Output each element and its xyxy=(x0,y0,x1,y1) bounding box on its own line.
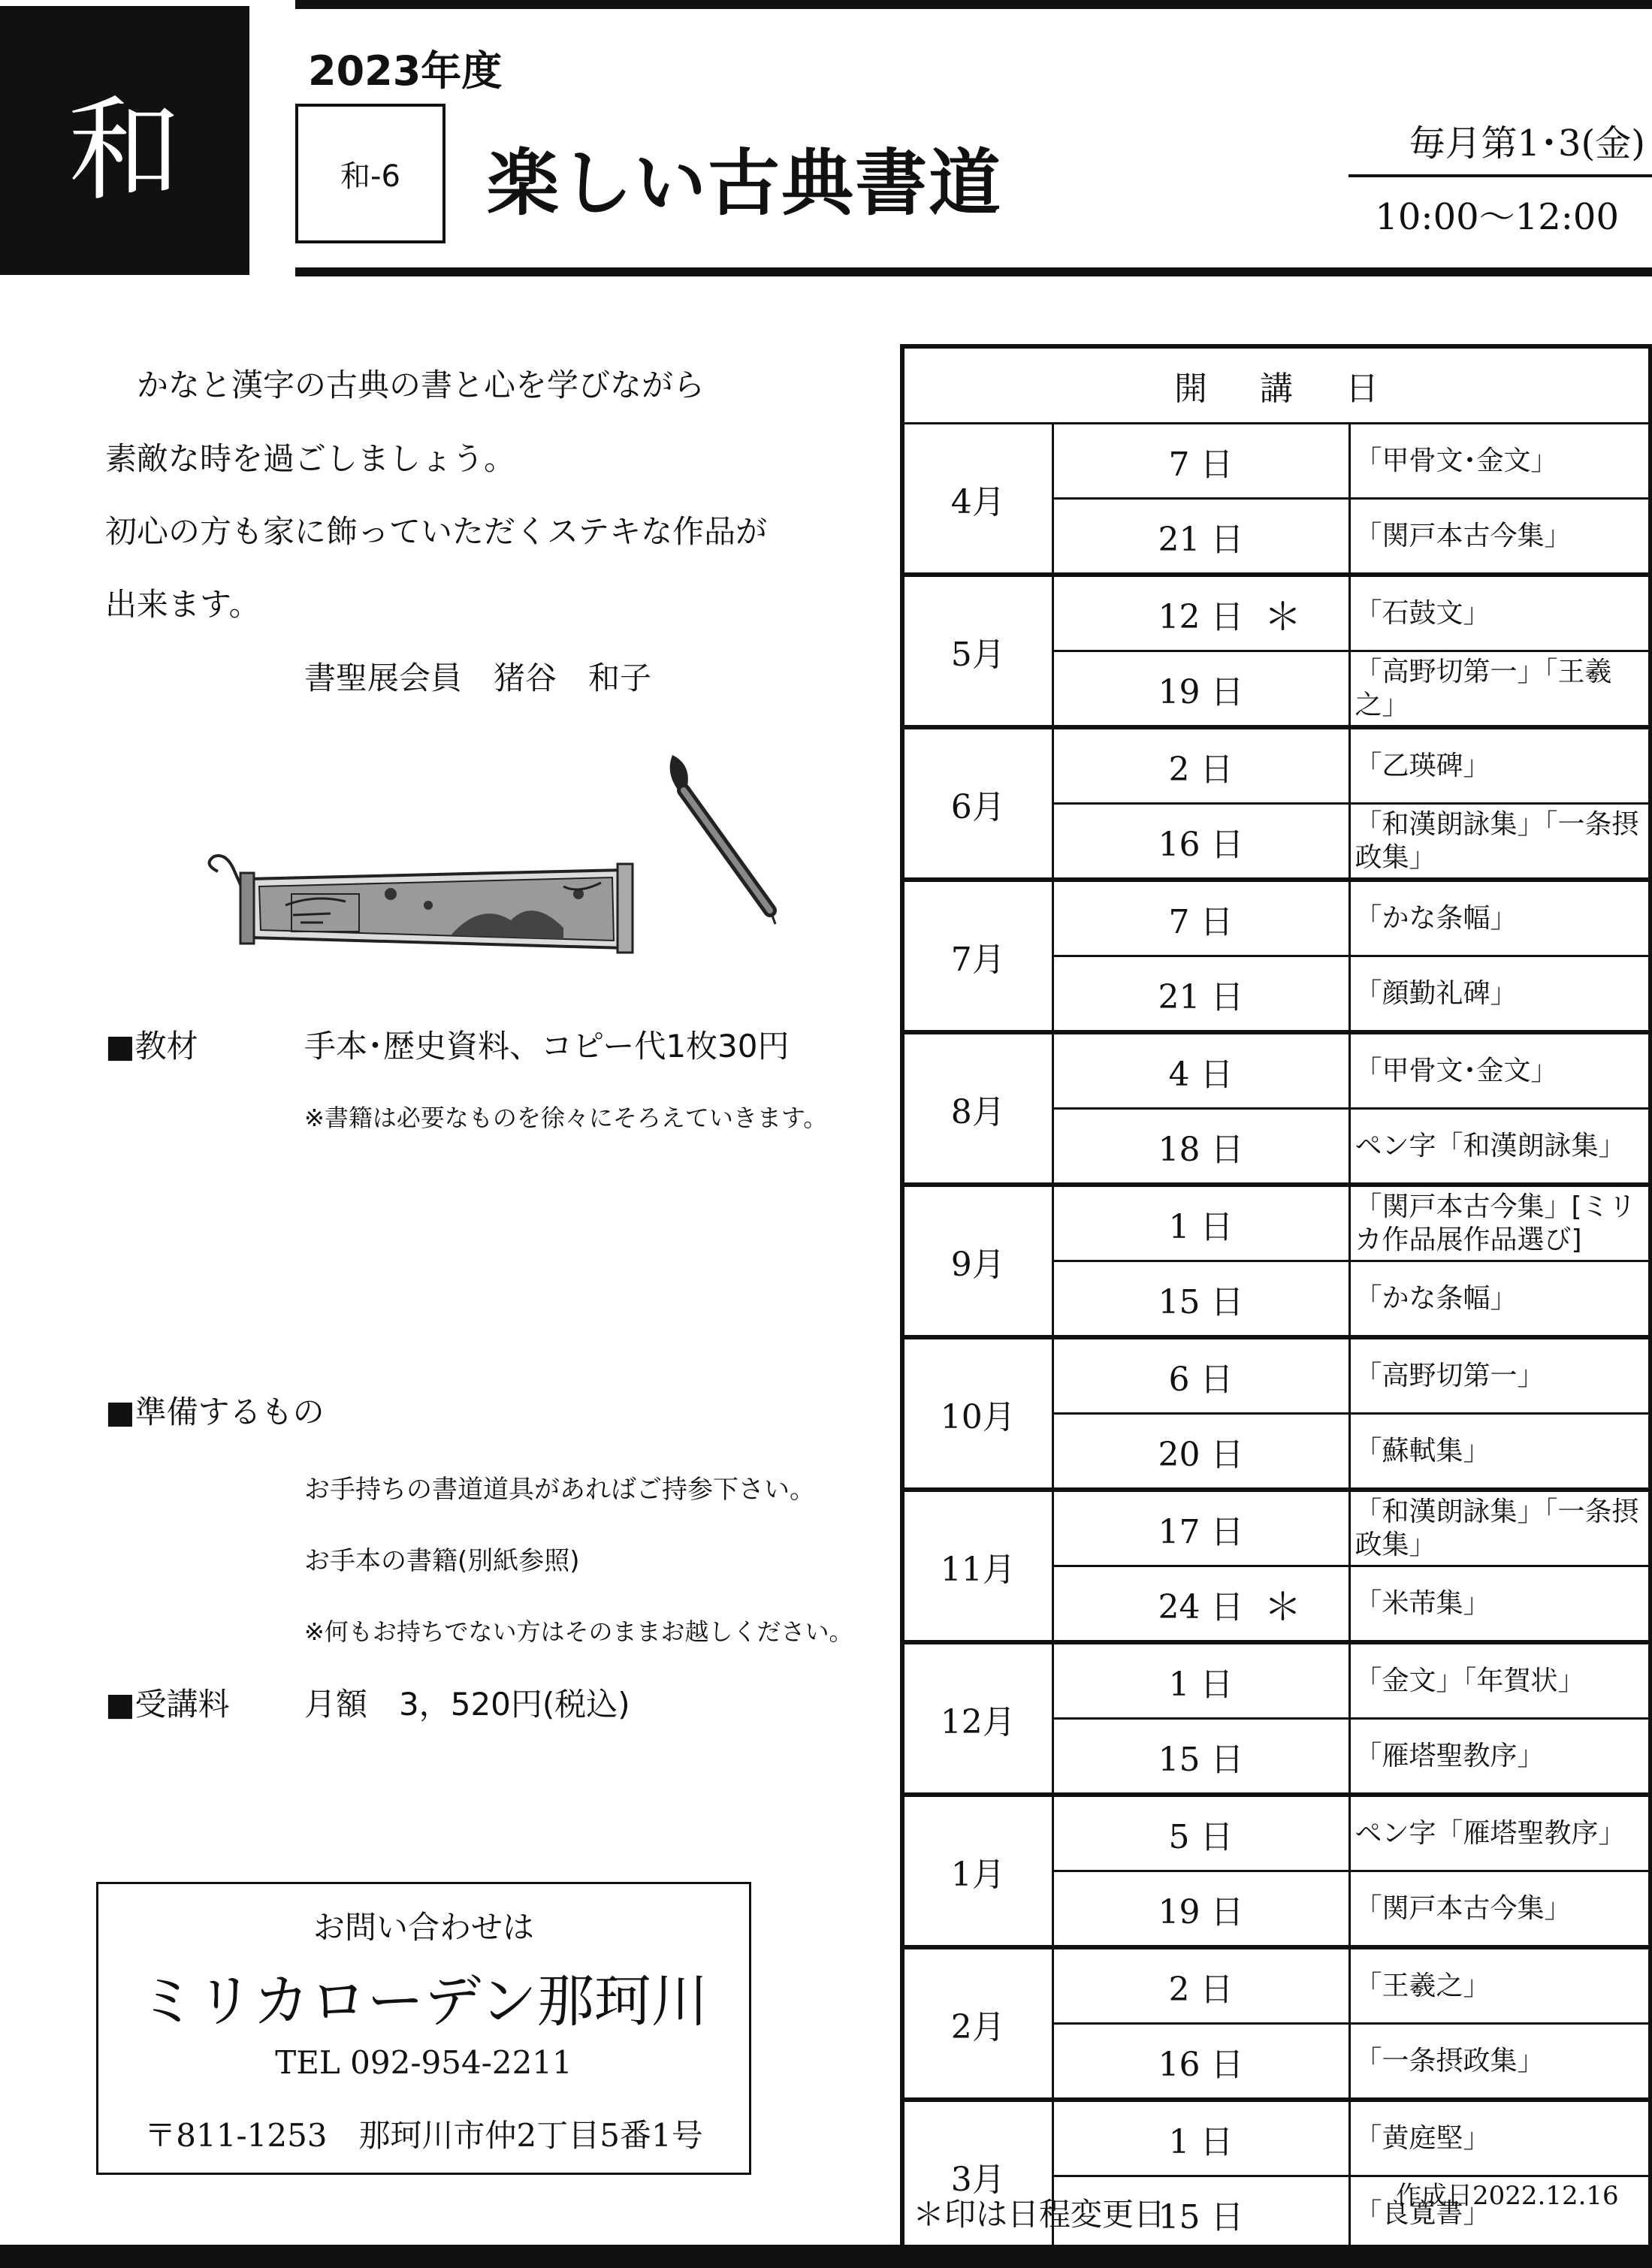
month-cell: 1月 xyxy=(902,1795,1053,1947)
table-row xyxy=(902,880,1650,956)
day-text: 1 日 xyxy=(1168,1665,1234,1704)
topic-cell: 「石鼓文」 xyxy=(1349,575,1650,651)
bottom-bar xyxy=(0,2245,1652,2268)
day-cell xyxy=(1053,575,1349,651)
materials-note: ※書籍は必要なものを徐々にそろえていきます。 xyxy=(304,1104,828,1132)
day-cell xyxy=(1053,424,1349,499)
month-cell: 5月 xyxy=(902,575,1053,727)
table-row xyxy=(902,575,1650,651)
day-text: 7 日 xyxy=(1168,902,1234,941)
month-cell: 3月 xyxy=(902,2100,1053,2252)
topic-cell: 「関戸本古今集」 xyxy=(1349,1871,1650,1948)
day-cell xyxy=(1053,804,1349,880)
day-text: 24 日 xyxy=(1158,1587,1244,1626)
topic-cell: 「和漢朗詠集」「一条摂政集」 xyxy=(1349,804,1650,880)
materials-label: ■教材 xyxy=(105,1028,198,1065)
day-text: 17 日 xyxy=(1158,1512,1244,1551)
created-date: 作成日2022.12.16 xyxy=(1396,2181,1619,2211)
month-cell: 11月 xyxy=(902,1490,1053,1642)
topic-cell: 「一条摂政集」 xyxy=(1349,2024,1650,2100)
day-cell xyxy=(1053,1642,1349,1719)
category-badge: 和 xyxy=(0,6,249,275)
day-text: 2 日 xyxy=(1168,1970,1234,2009)
course-title: 楽しい古典書道 xyxy=(487,141,1002,225)
day-cell xyxy=(1053,2100,1349,2176)
day-text: 1 日 xyxy=(1168,2122,1234,2161)
table-row xyxy=(902,727,1650,804)
day-text: 12 日 xyxy=(1158,597,1244,636)
calligraphy-brush-icon xyxy=(670,755,775,924)
intro-line-1: かなと漢字の古典の書と心を学びながら xyxy=(105,367,705,403)
time-text: 10:00～12:00 xyxy=(1375,196,1619,238)
day-cell xyxy=(1053,1261,1349,1338)
day-cell xyxy=(1053,880,1349,956)
day-cell xyxy=(1053,1719,1349,1795)
day-text: 7 日 xyxy=(1168,445,1234,484)
day-text: 19 日 xyxy=(1158,1892,1244,1931)
topic-cell: 「かな条幅」 xyxy=(1349,1261,1650,1338)
asterisk-note: ＊印は日程変更日 xyxy=(913,2196,1166,2233)
course-code-box: 和-6 xyxy=(295,104,445,243)
intro-line-3: 初心の方も家に飾っていただくステキな作品が xyxy=(105,513,768,550)
day-text: 2 日 xyxy=(1168,750,1234,789)
day-cell xyxy=(1053,499,1349,575)
month-cell: 2月 xyxy=(902,1947,1053,2100)
contact-tel: TEL 092-954-2211 xyxy=(275,2044,572,2081)
day-cell xyxy=(1053,1185,1349,1261)
table-row xyxy=(902,1490,1650,1566)
day-text: 1 日 xyxy=(1168,1207,1234,1246)
intro-line-4: 出来ます。 xyxy=(105,586,261,623)
month-cell: 4月 xyxy=(902,424,1053,575)
day-text: 4 日 xyxy=(1168,1055,1234,1094)
day-text: 15 日 xyxy=(1158,1740,1244,1779)
contact-box xyxy=(96,1882,751,2175)
day-text: 21 日 xyxy=(1158,977,1244,1016)
topic-cell: 「関戸本古今集」[ミリカ作品展作品選び] xyxy=(1349,1185,1650,1261)
table-row xyxy=(902,1947,1650,2024)
day-cell xyxy=(1053,956,1349,1033)
topic-cell: 「かな条幅」 xyxy=(1349,880,1650,956)
top-rule xyxy=(295,0,1652,9)
schedule-text: 毎月第1･3(金) xyxy=(1409,122,1645,165)
table-row xyxy=(902,1032,1650,1109)
day-cell xyxy=(1053,727,1349,804)
day-cell xyxy=(1053,1871,1349,1948)
month-cell: 10月 xyxy=(902,1337,1053,1490)
preparation-item-2: お手本の書籍(別紙参照) xyxy=(304,1546,580,1576)
month-cell: 6月 xyxy=(902,727,1053,880)
topic-cell: 「顔勤礼碑」 xyxy=(1349,956,1650,1033)
topic-cell: 「雁塔聖教序」 xyxy=(1349,1719,1650,1795)
month-cell: 12月 xyxy=(902,1642,1053,1795)
schedule-divider xyxy=(1348,174,1652,177)
day-cell xyxy=(1053,1947,1349,2024)
topic-cell: 「米芾集」 xyxy=(1349,1566,1650,1643)
day-cell xyxy=(1053,1109,1349,1185)
month-cell: 7月 xyxy=(902,880,1053,1032)
month-cell: 9月 xyxy=(902,1185,1053,1337)
topic-cell: 「王羲之」 xyxy=(1349,1947,1650,2024)
month-cell: 8月 xyxy=(902,1032,1053,1185)
day-text: 6 日 xyxy=(1168,1360,1234,1399)
preparation-item-3: ※何もお持ちでない方はそのままお越しください。 xyxy=(304,1617,853,1646)
topic-cell: 「黄庭堅」 xyxy=(1349,2100,1650,2176)
topic-cell: 「高野切第一」「王羲之」 xyxy=(1349,651,1650,728)
topic-cell: 「良寛書」 xyxy=(1349,2176,1650,2253)
day-text: 16 日 xyxy=(1158,825,1244,864)
contact-address: 〒811-1253 那珂川市仲2丁目5番1号 xyxy=(144,2117,703,2154)
year-label: 2023年度 xyxy=(308,47,503,95)
table-row xyxy=(902,1795,1650,1871)
fee-label: ■受講料 xyxy=(105,1686,230,1723)
day-cell xyxy=(1053,651,1349,728)
table-row xyxy=(902,1185,1650,1261)
day-text: 21 日 xyxy=(1158,520,1244,559)
contact-heading: お問い合わせは xyxy=(313,1909,534,1946)
header-bottom-rule xyxy=(295,267,1652,276)
topic-cell: 「甲骨文･金文」 xyxy=(1349,1032,1650,1109)
day-text: 15 日 xyxy=(1158,1282,1244,1321)
day-text: 18 日 xyxy=(1158,1130,1244,1169)
day-cell xyxy=(1053,1414,1349,1490)
topic-cell: ペン字「和漢朗詠集」 xyxy=(1349,1109,1650,1185)
day-text: 20 日 xyxy=(1158,1435,1244,1474)
day-text: 19 日 xyxy=(1158,672,1244,711)
preparation-item-1: お手持ちの書道道具があればご持参下さい。 xyxy=(304,1475,815,1505)
schedule-change-mark: ＊ xyxy=(1264,594,1302,639)
topic-cell: 「高野切第一」 xyxy=(1349,1337,1650,1414)
topic-cell: 「関戸本古今集」 xyxy=(1349,499,1650,575)
topic-cell: 「和漢朗詠集」「一条摂政集」 xyxy=(1349,1490,1650,1566)
schedule-table xyxy=(900,344,1652,2254)
day-text: 5 日 xyxy=(1168,1817,1234,1856)
contact-organization: ミリカローデン那珂川 xyxy=(139,1968,708,2034)
day-cell xyxy=(1053,2024,1349,2100)
day-cell xyxy=(1053,1032,1349,1109)
table-row xyxy=(902,1642,1650,1719)
hanging-scroll-icon xyxy=(210,856,633,953)
day-text: 16 日 xyxy=(1158,2045,1244,2084)
day-text: 15 日 xyxy=(1158,2197,1244,2236)
table-row xyxy=(902,1337,1650,1414)
fee-value: 月額 3，520円(税込) xyxy=(304,1686,630,1723)
day-cell xyxy=(1053,1490,1349,1566)
intro-line-2: 素敵な時を過ごしましょう。 xyxy=(105,440,516,477)
day-cell xyxy=(1053,1795,1349,1871)
schedule-change-mark: ＊ xyxy=(1264,1584,1302,1629)
table-row xyxy=(902,2100,1650,2176)
materials-value: 手本･歴史資料、コピー代1枚30円 xyxy=(304,1028,790,1065)
topic-cell: 「甲骨文･金文」 xyxy=(1349,424,1650,499)
preparation-label: ■準備するもの xyxy=(105,1394,325,1430)
topic-cell: ペン字「雁塔聖教序」 xyxy=(1349,1795,1650,1871)
topic-cell: 「蘇軾集」 xyxy=(1349,1414,1650,1490)
table-row xyxy=(902,424,1650,499)
day-cell xyxy=(1053,1337,1349,1414)
teacher-name: 書聖展会員 猪谷 和子 xyxy=(304,660,652,696)
day-cell xyxy=(1053,1566,1349,1643)
topic-cell: 「乙瑛碑」 xyxy=(1349,727,1650,804)
scroll-and-brush-illustration xyxy=(203,744,789,992)
topic-cell: 「金文」「年賀状」 xyxy=(1349,1642,1650,1719)
table-header: 開講日 xyxy=(902,346,1650,424)
